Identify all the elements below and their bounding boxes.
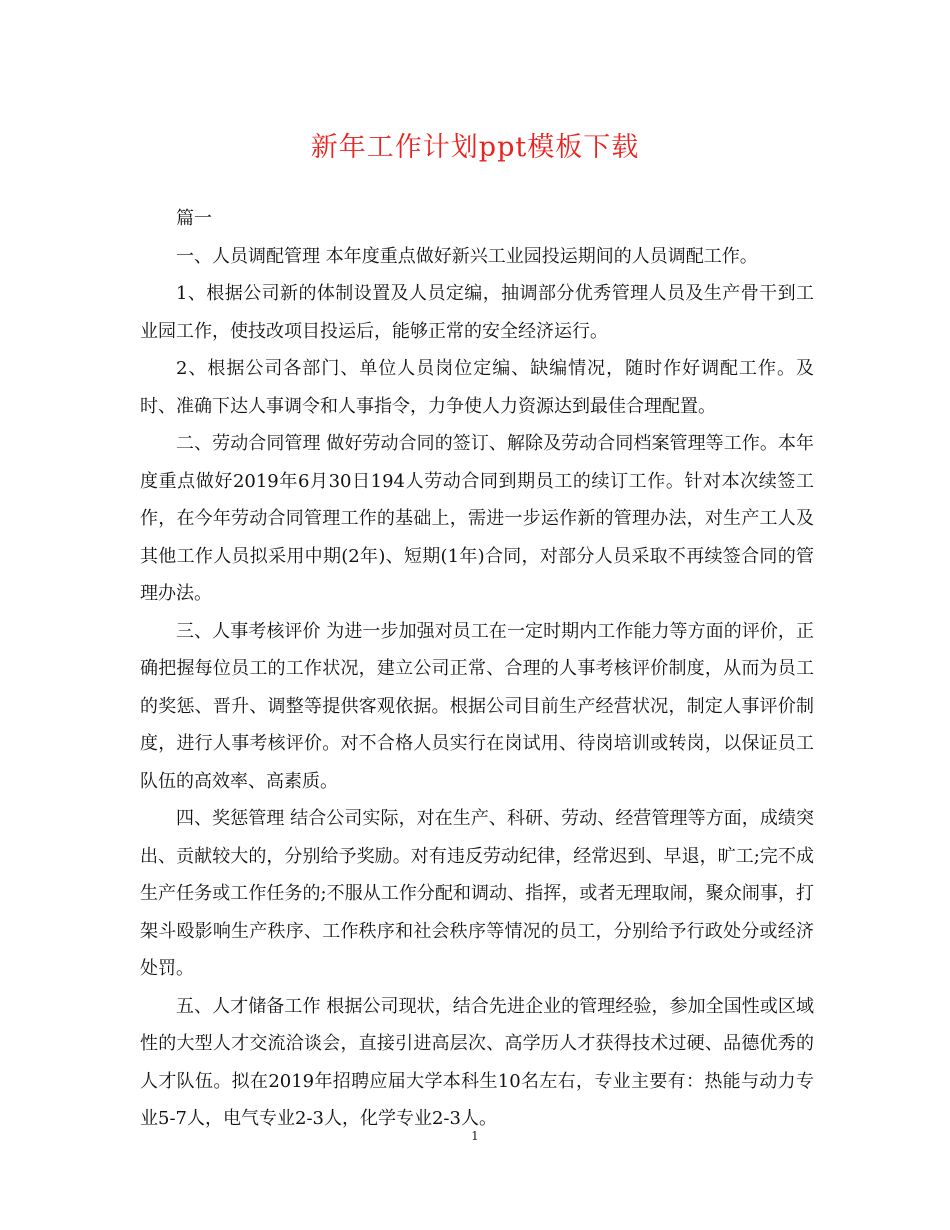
- page-number: 1: [471, 1129, 479, 1143]
- paragraph-rewards-penalties: 四、奖惩管理 结合公司实际，对在生产、科研、劳动、经营管理等方面，成绩突出、贡献较大的，分别给予奖励。对有违反劳动纪律，经常迟到、早退，旷工;完不成生产任务或工作任务的;不服从工作分配和调动、指挥，或者无理取闹，聚众闹事，打架斗殴影响生产秩序、工作秩序和社会秩序等情况的员工，分别给予行政处分或经济处罚。: [140, 808, 814, 979]
- paragraph-talent-reserve: 五、人才储备工作 根据公司现状，结合先进企业的管理经验，参加全国性或区域性的大型人才交流洽谈会，直接引进高层次、高学历人才获得技术过硬、品德优秀的人才队伍。拟在2019年招聘应届大学本科生10名左右，专业主要有：热能与动力专业5-7人，电气专业2-3人，化学专业2-3人。: [140, 995, 814, 1129]
- document-title: 新年工作计划ppt模板下载: [310, 132, 640, 163]
- paragraph-labor-contract: 二、劳动合同管理 做好劳动合同的签订、解除及劳动合同档案管理等工作。本年度重点做好2019年6月30日194人劳动合同到期员工的续订工作。针对本次续签工作，在今年劳动合同管理工作的基础上，需进一步运作新的管理办法，对生产工人及其他工作人员拟采用中期(2年)、短期(1年)合同，对部分人员采取不再续签合同的管理办法。: [140, 433, 814, 604]
- document-body: [140, 200, 814, 1138]
- section-heading-pian-yi: 篇一: [176, 208, 212, 229]
- paragraph-item-1: 1、根据公司新的体制设置及人员定编，抽调部分优秀管理人员及生产骨干到工业园工作，使技改项目投运后，能够正常的安全经济运行。: [140, 283, 814, 342]
- paragraph-item-2: 2、根据公司各部门、单位人员岗位定编、缺编情况，随时作好调配工作。及时、准确下达人事调令和人事指令，力争使人力资源达到最佳合理配置。: [140, 358, 814, 417]
- paragraph-personnel-allocation: 一、人员调配管理 本年度重点做好新兴工业园投运期间的人员调配工作。: [176, 245, 758, 267]
- paragraph-personnel-evaluation: 三、人事考核评价 为进一步加强对员工在一定时期内工作能力等方面的评价，正确把握每位员工的工作状况，建立公司正常、合理的人事考核评价制度，从而为员工的奖惩、晋升、调整等提供客观依据。根据公司目前生产经营状况，制定人事评价制度，进行人事考核评价。对不合格人员实行在岗试用、待岗培训或转岗，以保证员工队伍的高效率、高素质。: [140, 620, 814, 792]
